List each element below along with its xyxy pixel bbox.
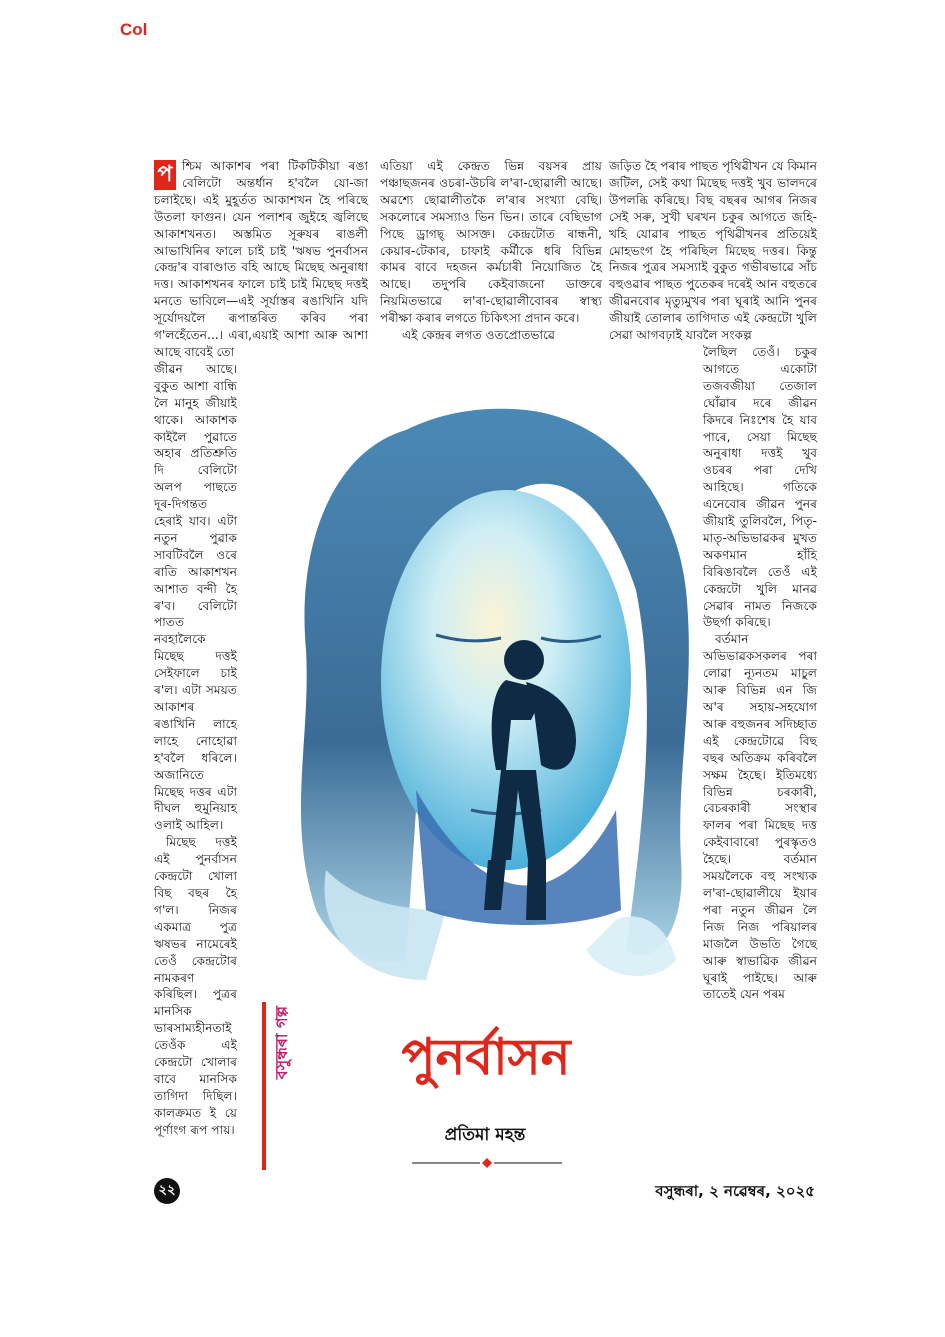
title-divider — [412, 1158, 562, 1168]
paragraph-narrow: মিছেছ দত্তই এই পুনৰ্বাসন কেন্দ্ৰটো খোলা বিছ বছৰ হৈ গ'ল। নিজৰ একমাত্ৰ পুত্ৰ ঋষভৰ নামেৰেই তেওঁ কেন্দ্ৰটোৰ নামকৰণ কৰিছিল। পুত্ৰৰ মানসিক ভাৰসাম্যহীনতাই তেওঁক এই কেন্দ্ৰটো খোলাৰ বাবে মানসিক তাগিদা দিছিল। কালক্ৰমত ই য়ে পূৰ্ণাংগ ৰূপ পায়। — [154, 835, 237, 1137]
paragraph-opening — [154, 158, 368, 361]
paragraph-narrow: বৰ্তমান অভিভাৱকসকলৰ পৰা লোৱা ন্যূনতম মাচুল আৰু বিভিন্ন এন জি অ'ৰ সহায়-সহযোগ আৰু বহুজনৰ সদিচ্ছাত এই কেন্দ্ৰটোৱে বিছ বছৰ অতিক্ৰম কৰিবলৈ সক্ষম হৈছে। ইতিমধ্যে বিভিন্ন চৰকাৰী, বেচৰকাৰী সংস্থাৰ ফালৰ পৰা মিছেছ দত্ত কেইবাবাৰো পুৰস্কৃতও হৈছে। বৰ্তমান সময়লৈকে বহু সংখ্যক ল'ৰা-ছোৱালীয়ে ইয়াৰ পৰা নতুন জীৱন লৈ নিজ নিজ পৰিয়ালৰ মাজলৈ উভতি গৈছে আৰু স্বাভাৱিক জীৱন ঘূৰাই পাইছে। আৰু তাতেই যেন পৰম — [703, 632, 817, 1002]
paragraph: এতিয়া এই কেন্দ্ৰত ভিন্ন বয়সৰ প্ৰায় পঞ্চাছজনৰ ওচৰা-উচৰি ল'ৰা-ছোৱালী আছে। অৱশ্যে ছোৱালীতকৈ ল'ৰাৰ সংখ্যা বেছি। সকলোৰে সমস্যাও ভিন ভিন। তাৰে বেছিভাগ পিছে ড্ৰাগছ্ আসক্ত। কেন্দ্ৰটোত ৰান্ধনী, কেয়াৰ-টেকাৰ, চাফাই কৰ্মীকে ধৰি বিভিন্ন কামৰ বাবে দহজন কৰ্মচাৰী নিয়োজিত হৈ আছে। তদুপৰি কেইবাজনো ডাক্তৰে নিয়মিতভাৱে ল'ৰা-ছোৱালীবোৰৰ স্বাস্থ্য পৰীক্ষা কৰাৰ লগতে চিকিৎসা প্ৰদান কৰে। — [380, 159, 602, 326]
paragraph: জড়িত হৈ পৰাৰ পাছত পৃথিৱীখন যে কিমান জটিল, সেই কথা মিছেছ দত্তই খুব ভালদৰে উপলব্ধি কৰিছে। বিছ বছৰৰ আগৰ নিজৰ সেই সৰু, সুখী ঘৰখন চকুৰ আগতে জহি-খহি যোৱাৰ পাছত পৃথিৱীখনৰ প্ৰতিয়েই মোহভংগ হৈ পৰিছিল মিছেছ দত্তৰ। কিন্তু নিজৰ পুত্ৰৰ সমস্যাই বুকুত গভীৰভাৱে সাঁচ বহুওৱাৰ পাছত পুতেকৰ দৰেই আন বহুতৰে জীৱনবোৰ মৃত্যুমুখৰ পৰা ঘূৰাই আনি পুনৰ জীয়াই তোলাৰ তাগিদাত এই কেন্দ্ৰটো খুলি সেৱা আগবঢ়াই যাবলৈ সংকল্প — [609, 159, 817, 343]
paragraph-text: শ্চিম আকাশৰ পৰা টিকটিকীয়া ৰঙা বেলিটো অন্তৰ্ধান হ'বলৈ যো-জা চলাইছে। এই মুহূৰ্তত আকাশখন হৈ পৰিছে উতলা ফাগুন। যেন পলাশৰ জুইহে জ্বলিছে আকাশখনত। অস্তমিত সূৰুযৰ ৰাঙলী আভাখিনিৰ ফালে চাই চাই 'ঋষভ পুনৰ্বাসন কেন্দ্ৰ'ৰ বাৰাণ্ডাত বহি আছে মিছেছ অনুৰাধা দত্ত। আকাশখনৰ ফালে চাই চাই মিছেছ দত্তই মনতে ভাবিলে—এই সূৰ্যাস্তৰ ৰঙাখিনি যদি সূৰ্যোদয়লৈ ৰূপান্তৰিত কৰিব পৰা গ'লহেঁতেন...। এৰা,এয়াই আশা আৰু আশা আছে বাবেই তো — [154, 159, 368, 359]
story-title: পুনৰ্বাসন — [401, 1028, 571, 1086]
page-number: ২২ — [154, 1178, 180, 1204]
series-text: বসুন্ধৰা গল্প — [272, 1006, 291, 1080]
series-label — [262, 1002, 291, 1170]
footer-publication-date: বসুন্ধৰা, ২ নৱেম্বৰ, ২০২৫ — [655, 1182, 815, 1200]
article-column-2 — [380, 158, 602, 344]
corner-label: Col — [120, 20, 148, 39]
author-name: প্ৰতিমা মহন্ত — [444, 1125, 526, 1145]
paragraph-narrow: জীৱন আছে। বুকুত আশা বান্ধি লৈ মানুহ জীয়াই থাকে। আকাশক কাইলৈ পুৱাতে অহাৰ প্ৰতিশ্ৰুতি দি বেলিটো অলপ পাছতে দূৰ-দিগন্তত হেৰাই যাব। এটা নতুন পুৱাক সাবটিবলৈ ওৰে ৰাতি আকাশখন আশাত বন্দী হৈ ৰ'ব। বেলিটো পাতত নবহালৈকে মিছেছ দত্তই সেইফালে চাই ৰ'ল। এটা সময়ত আকাশৰ ৰঙাখিনি লাহে লাহে নোহোৱা হ'বলৈ ধৰিলে। অজানিতে মিছেছ দত্তৰ এটা দীঘল হুমুনিয়াহ ওলাই আহিল। — [154, 361, 237, 833]
paragraph-narrow: লৈছিল তেওঁ। চকুৰ আগতে একোটা তজবজীয়া তেজাল ঘোঁৱাৰ দৰে জীৱন কিদৰে নিঃশেষ হৈ যাব পাৰে, সেয়া মিছেছ অনুৰাধা দত্তই খুব ওচৰৰ পৰা দেখি আহিছে। গতিকে এনেবোৰ জীৱন পুনৰ জীয়াই তুলিবলৈ, পিতৃ-মাতৃ-অভিভাৱকৰ মুখত অকণমান হাঁহি বিৰিঙাবলৈ তেওঁ এই কেন্দ্ৰটো খুলি মানৱ সেৱাৰ নামত নিজকে উছৰ্গা কৰিছে। — [703, 344, 817, 630]
paragraph: এই কেন্দ্ৰৰ লগত ওতপ্ৰোতভাৱে — [402, 328, 556, 343]
series-bar — [262, 1002, 266, 1170]
story-illustration — [256, 390, 716, 990]
drop-cap: প — [154, 160, 176, 190]
